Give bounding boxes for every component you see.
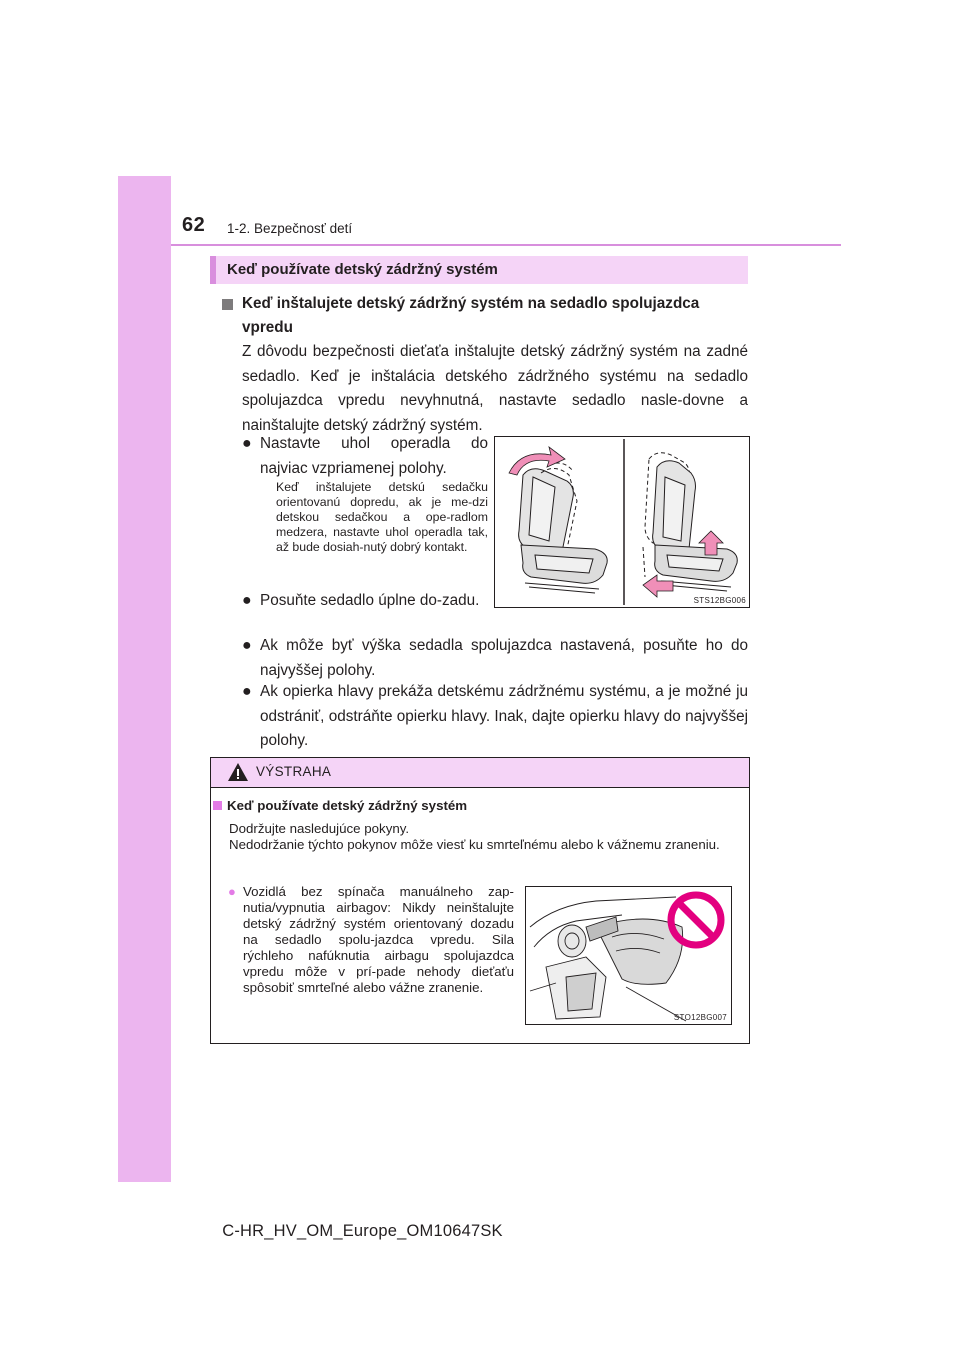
figure-note: Keď inštalujete detskú sedačku orientovanú dopredu, ak je me-dzi detskou sedačkou a ope-radlom medzera, nastavte uhol operadla tak, až bude dosiah-nutý dobrý kontakt.	[276, 480, 488, 554]
warning-body	[229, 821, 740, 853]
list-item: ● Ak opierka hlavy prekáža detskému zádržnému systému, a je možné ju odstrániť, odstráňte opierku hlavy. Inak, dajte opierku hlavy do najvyššej polohy.	[242, 680, 748, 754]
topic-heading-text: Keď používate detský zádržný systém	[227, 261, 498, 278]
list-item: ● Ak môže byť výška sedadla spolujazdca nastavená, posuňte ho do najvyššej polohy.	[242, 634, 748, 683]
airbag-figure	[525, 886, 732, 1025]
list-item: ● Nastavte uhol operadla do najviac vzpriamenej polohy.	[242, 432, 488, 481]
square-bullet-icon	[213, 801, 222, 810]
bullet-icon: ●	[228, 884, 236, 899]
page-number: 62	[182, 214, 206, 236]
bullet-icon: ●	[242, 683, 252, 700]
topic-heading	[210, 256, 748, 284]
bullet-icon: ●	[242, 637, 252, 654]
warning-triangle-icon	[227, 762, 249, 782]
square-bullet-icon	[222, 299, 233, 310]
seat-illustration	[495, 437, 749, 607]
document-footer: C-HR_HV_OM_Europe_OM10647SK	[222, 1222, 503, 1240]
prohibition-icon	[671, 895, 721, 945]
figure-code: STS12BG006	[693, 596, 746, 605]
list-item: ● Posuňte sedadlo úplne do-zadu.	[242, 589, 488, 614]
seat-adjustment-figure	[494, 436, 750, 608]
warning-bullet: ● Vozidlá bez spínača manuálneho zap-nutia/vypnutia airbagov: Nikdy neinštalujte detský zádržný systém orientovaný dozadu na sedadlo spolu-jazdca vpredu. Sila rýchleho nafúknutia airbagu spolujazdca vpredu môže v prí-pade nehody dieťaťu spôsobiť smrteľné alebo vážne zranenie.	[228, 884, 514, 995]
section-title: 1-2. Bezpečnosť detí	[227, 221, 353, 236]
header-divider	[171, 244, 841, 246]
bullet-icon: ●	[242, 592, 252, 609]
warning-heading: Keď používate detský zádržný systém	[213, 798, 467, 813]
side-color-band	[118, 176, 171, 1182]
warning-line: Nedodržanie týchto pokynov môže viesť ku smrteľnému alebo k vážnemu zraneniu.	[229, 837, 720, 852]
figure-code: STO12BG007	[673, 1013, 727, 1022]
subsection-heading: Keď inštalujete detský zádržný systém na sedadlo spolujazdca vpredu	[222, 292, 748, 340]
airbag-illustration	[526, 887, 731, 1024]
bullet-icon: ●	[242, 435, 252, 452]
intro-paragraph: Z dôvodu bezpečnosti dieťaťa inštalujte detský zádržný systém na zadné sedadlo. Keď je inštalácia detského zádržného systému na sedadlo spolujazdca vpredu nevyhnutná, nastavte sedadlo nasle-dovne a nainštalujte detský zádržný systém.	[242, 343, 748, 434]
warning-header	[211, 758, 749, 788]
warning-line: Dodržujte nasledujúce pokyny.	[229, 821, 410, 836]
warning-label: VÝSTRAHA	[256, 764, 332, 779]
